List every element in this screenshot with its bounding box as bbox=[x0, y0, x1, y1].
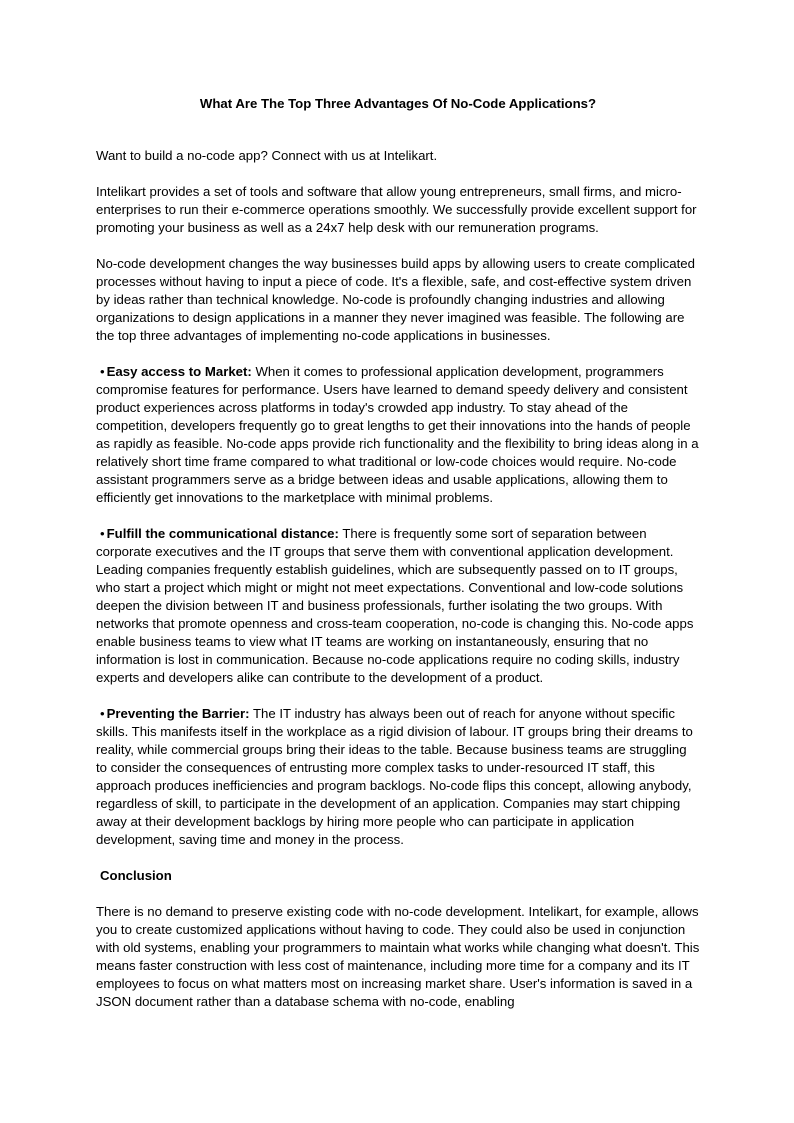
bullet-item-barrier bbox=[96, 705, 700, 849]
document-title: What Are The Top Three Advantages Of No-Code Applications? bbox=[199, 96, 597, 111]
bullet-item-easy-access bbox=[96, 363, 700, 507]
bullet-heading: Fulfill the communicational distance: bbox=[106, 526, 339, 541]
bullet-heading: Preventing the Barrier: bbox=[106, 706, 250, 721]
conclusion-heading: Conclusion bbox=[100, 868, 172, 883]
bullet-text: There is frequently some sort of separation between corporate executives and the IT groups that serve them with conventional application development. Leading companies frequently establish guidelines, which are subsequently passed on to IT groups, who start a project which might or might not meet expectations. Conventional and low-code solutions deepen the division between IT and business professionals, further isolating the two groups. With networks that promote openness and cross-team cooperation, no-code is changing this. No-code apps enable business teams to view what IT teams are working on instantaneously, ensuring that no information is lost in communication. Because no-code applications require no coding skills, industry experts and developers alike can contribute to the development of a product. bbox=[96, 526, 694, 685]
bullet-icon: • bbox=[100, 526, 105, 541]
bullet-text: When it comes to professional application development, programmers compromise features for performance. Users have learned to demand speedy delivery and consistent product experiences across platforms in today's crowded app industry. To stay ahead of the competition, developers frequently go to great lengths to get their innovations into the hands of people as rapidly as feasible. No-code apps provide rich functionality and the flexibility to bring ideas along in a relatively short time frame compared to what traditional or low-code choices would require. No-code assistant programmers serve as a bridge between ideas and usable applications, allowing them to efficiently get innovations to the marketplace with minimal problems. bbox=[96, 364, 699, 505]
no-code-overview-paragraph: No-code development changes the way businesses build apps by allowing users to create complicated processes without having to input a piece of code. It's a flexible, safe, and cost-effective system driven by ideas rather than technical knowledge. No-code is profoundly changing industries and allowing organizations to design applications in a manner they never imagined was feasible. The following are the top three advantages of implementing no-code applications in businesses. bbox=[96, 256, 695, 343]
bullet-icon: • bbox=[100, 706, 105, 721]
conclusion-paragraph: There is no demand to preserve existing code with no-code development. Intelikart, for example, allows you to create customized applications without having to code. They could also be used in conjunction with old systems, enabling your programmers to maintain what works while changing what doesn't. This means faster construction with less cost of maintenance, including more time for a company and its IT employees to focus on what matters most on increasing market share. User's information is saved in a JSON document rather than a database schema with no-code, enabling bbox=[96, 904, 700, 1009]
bullet-text: The IT industry has always been out of reach for anyone without specific skills. This manifests itself in the workplace as a rigid division of labour. IT groups bring their dreams to reality, while commercial groups bring their ideas to the table. Because business teams are struggling to consider the consequences of entrusting more complex tasks to under-resourced IT staff, this approach produces inefficiencies and program backlogs. No-code flips this concept, allowing anybody, regardless of skill, to participate in the development of an application. Companies may start chipping away at their development backlogs by hiring more people who can participate in application development, saving time and money in the process. bbox=[96, 706, 693, 847]
bullet-icon: • bbox=[100, 364, 105, 379]
intelikart-paragraph: Intelikart provides a set of tools and software that allow young entrepreneurs, small firms, and micro-enterprises to run their e-commerce operations smoothly. We successfully provide excellent support for promoting your business as well as a 24x7 help desk with our remuneration programs. bbox=[96, 184, 697, 235]
intro-cta-paragraph: Want to build a no-code app? Connect with us at Intelikart. bbox=[96, 148, 438, 163]
bullet-item-communication bbox=[96, 525, 700, 687]
document-page bbox=[96, 95, 700, 1029]
bullet-heading: Easy access to Market: bbox=[106, 364, 252, 379]
